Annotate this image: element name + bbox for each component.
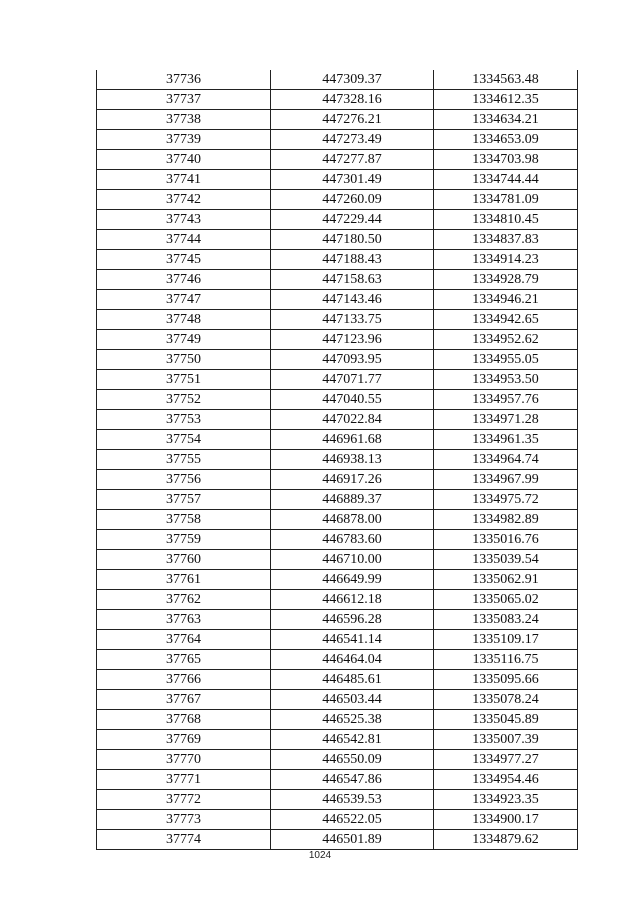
x-coordinate-cell: 446710.00 (271, 550, 434, 570)
coordinate-table-body (97, 70, 578, 850)
table-row (97, 690, 578, 710)
table-row (97, 470, 578, 490)
table-row (97, 830, 578, 850)
point-id-cell: 37745 (97, 250, 271, 270)
y-coordinate-cell: 1335062.91 (434, 570, 578, 590)
table-row (97, 270, 578, 290)
y-coordinate-cell: 1335065.02 (434, 590, 578, 610)
y-coordinate-cell: 1335078.24 (434, 690, 578, 710)
x-coordinate-cell: 447301.49 (271, 170, 434, 190)
point-id-cell: 37750 (97, 350, 271, 370)
point-id-cell: 37755 (97, 450, 271, 470)
table-row (97, 590, 578, 610)
table-row (97, 150, 578, 170)
table-row (97, 570, 578, 590)
table-row (97, 450, 578, 470)
table-row (97, 290, 578, 310)
y-coordinate-cell: 1334928.79 (434, 270, 578, 290)
table-row (97, 130, 578, 150)
point-id-cell: 37759 (97, 530, 271, 550)
y-coordinate-cell: 1334954.46 (434, 770, 578, 790)
x-coordinate-cell: 446961.68 (271, 430, 434, 450)
point-id-cell: 37737 (97, 90, 271, 110)
table-row (97, 310, 578, 330)
table-row (97, 770, 578, 790)
table-row (97, 190, 578, 210)
x-coordinate-cell: 446649.99 (271, 570, 434, 590)
point-id-cell: 37758 (97, 510, 271, 530)
point-id-cell: 37764 (97, 630, 271, 650)
y-coordinate-cell: 1334975.72 (434, 490, 578, 510)
point-id-cell: 37769 (97, 730, 271, 750)
point-id-cell: 37747 (97, 290, 271, 310)
point-id-cell: 37752 (97, 390, 271, 410)
x-coordinate-cell: 447277.87 (271, 150, 434, 170)
point-id-cell: 37748 (97, 310, 271, 330)
point-id-cell: 37740 (97, 150, 271, 170)
y-coordinate-cell: 1335016.76 (434, 530, 578, 550)
x-coordinate-cell: 447071.77 (271, 370, 434, 390)
y-coordinate-cell: 1334982.89 (434, 510, 578, 530)
point-id-cell: 37768 (97, 710, 271, 730)
x-coordinate-cell: 446542.81 (271, 730, 434, 750)
table-row (97, 70, 578, 90)
table-row (97, 670, 578, 690)
point-id-cell: 37736 (97, 70, 271, 90)
x-coordinate-cell: 447273.49 (271, 130, 434, 150)
x-coordinate-cell: 447143.46 (271, 290, 434, 310)
table-row (97, 790, 578, 810)
x-coordinate-cell: 446917.26 (271, 470, 434, 490)
point-id-cell: 37742 (97, 190, 271, 210)
table-row (97, 230, 578, 250)
y-coordinate-cell: 1335116.75 (434, 650, 578, 670)
table-row (97, 250, 578, 270)
table-row (97, 630, 578, 650)
point-id-cell: 37738 (97, 110, 271, 130)
table-row (97, 750, 578, 770)
table-row (97, 650, 578, 670)
table-row (97, 710, 578, 730)
x-coordinate-cell: 447188.43 (271, 250, 434, 270)
x-coordinate-cell: 447229.44 (271, 210, 434, 230)
point-id-cell: 37754 (97, 430, 271, 450)
point-id-cell: 37744 (97, 230, 271, 250)
table-row (97, 350, 578, 370)
y-coordinate-cell: 1335109.17 (434, 630, 578, 650)
point-id-cell: 37766 (97, 670, 271, 690)
point-id-cell: 37773 (97, 810, 271, 830)
table-row (97, 390, 578, 410)
y-coordinate-cell: 1335045.89 (434, 710, 578, 730)
point-id-cell: 37749 (97, 330, 271, 350)
point-id-cell: 37771 (97, 770, 271, 790)
x-coordinate-cell: 446485.61 (271, 670, 434, 690)
x-coordinate-cell: 446550.09 (271, 750, 434, 770)
point-id-cell: 37743 (97, 210, 271, 230)
x-coordinate-cell: 447158.63 (271, 270, 434, 290)
point-id-cell: 37760 (97, 550, 271, 570)
point-id-cell: 37767 (97, 690, 271, 710)
x-coordinate-cell: 447260.09 (271, 190, 434, 210)
y-coordinate-cell: 1334879.62 (434, 830, 578, 850)
y-coordinate-cell: 1334900.17 (434, 810, 578, 830)
x-coordinate-cell: 446522.05 (271, 810, 434, 830)
table-row (97, 510, 578, 530)
x-coordinate-cell: 447276.21 (271, 110, 434, 130)
x-coordinate-cell: 446541.14 (271, 630, 434, 650)
table-row (97, 530, 578, 550)
x-coordinate-cell: 447022.84 (271, 410, 434, 430)
x-coordinate-cell: 447093.95 (271, 350, 434, 370)
y-coordinate-cell: 1334634.21 (434, 110, 578, 130)
x-coordinate-cell: 446503.44 (271, 690, 434, 710)
table-row (97, 370, 578, 390)
y-coordinate-cell: 1334914.23 (434, 250, 578, 270)
y-coordinate-cell: 1335039.54 (434, 550, 578, 570)
x-coordinate-cell: 446464.04 (271, 650, 434, 670)
table-row (97, 330, 578, 350)
x-coordinate-cell: 446889.37 (271, 490, 434, 510)
y-coordinate-cell: 1335095.66 (434, 670, 578, 690)
point-id-cell: 37761 (97, 570, 271, 590)
coordinate-table (96, 70, 578, 850)
table-row (97, 490, 578, 510)
table-row (97, 730, 578, 750)
y-coordinate-cell: 1334946.21 (434, 290, 578, 310)
y-coordinate-cell: 1334923.35 (434, 790, 578, 810)
x-coordinate-cell: 447123.96 (271, 330, 434, 350)
point-id-cell: 37762 (97, 590, 271, 610)
y-coordinate-cell: 1335083.24 (434, 610, 578, 630)
y-coordinate-cell: 1334967.99 (434, 470, 578, 490)
y-coordinate-cell: 1334971.28 (434, 410, 578, 430)
y-coordinate-cell: 1335007.39 (434, 730, 578, 750)
x-coordinate-cell: 446539.53 (271, 790, 434, 810)
point-id-cell: 37765 (97, 650, 271, 670)
x-coordinate-cell: 446612.18 (271, 590, 434, 610)
y-coordinate-cell: 1334653.09 (434, 130, 578, 150)
y-coordinate-cell: 1334744.44 (434, 170, 578, 190)
point-id-cell: 37751 (97, 370, 271, 390)
y-coordinate-cell: 1334955.05 (434, 350, 578, 370)
table-row (97, 810, 578, 830)
x-coordinate-cell: 446938.13 (271, 450, 434, 470)
point-id-cell: 37763 (97, 610, 271, 630)
point-id-cell: 37757 (97, 490, 271, 510)
y-coordinate-cell: 1334952.62 (434, 330, 578, 350)
table-row (97, 550, 578, 570)
point-id-cell: 37746 (97, 270, 271, 290)
point-id-cell: 37739 (97, 130, 271, 150)
x-coordinate-cell: 447309.37 (271, 70, 434, 90)
y-coordinate-cell: 1334977.27 (434, 750, 578, 770)
x-coordinate-cell: 446596.28 (271, 610, 434, 630)
x-coordinate-cell: 447040.55 (271, 390, 434, 410)
y-coordinate-cell: 1334942.65 (434, 310, 578, 330)
table-row (97, 110, 578, 130)
table-row (97, 430, 578, 450)
y-coordinate-cell: 1334953.50 (434, 370, 578, 390)
point-id-cell: 37756 (97, 470, 271, 490)
x-coordinate-cell: 447133.75 (271, 310, 434, 330)
point-id-cell: 37741 (97, 170, 271, 190)
x-coordinate-cell: 446878.00 (271, 510, 434, 530)
y-coordinate-cell: 1334612.35 (434, 90, 578, 110)
y-coordinate-cell: 1334781.09 (434, 190, 578, 210)
x-coordinate-cell: 447180.50 (271, 230, 434, 250)
x-coordinate-cell: 446501.89 (271, 830, 434, 850)
x-coordinate-cell: 446547.86 (271, 770, 434, 790)
y-coordinate-cell: 1334703.98 (434, 150, 578, 170)
point-id-cell: 37770 (97, 750, 271, 770)
table-row (97, 90, 578, 110)
table-row (97, 410, 578, 430)
x-coordinate-cell: 446783.60 (271, 530, 434, 550)
y-coordinate-cell: 1334961.35 (434, 430, 578, 450)
y-coordinate-cell: 1334964.74 (434, 450, 578, 470)
x-coordinate-cell: 447328.16 (271, 90, 434, 110)
page-number: 1024 (308, 850, 332, 861)
table-row (97, 210, 578, 230)
y-coordinate-cell: 1334810.45 (434, 210, 578, 230)
x-coordinate-cell: 446525.38 (271, 710, 434, 730)
y-coordinate-cell: 1334563.48 (434, 70, 578, 90)
point-id-cell: 37774 (97, 830, 271, 850)
point-id-cell: 37772 (97, 790, 271, 810)
table-row (97, 170, 578, 190)
y-coordinate-cell: 1334957.76 (434, 390, 578, 410)
table-row (97, 610, 578, 630)
point-id-cell: 37753 (97, 410, 271, 430)
y-coordinate-cell: 1334837.83 (434, 230, 578, 250)
